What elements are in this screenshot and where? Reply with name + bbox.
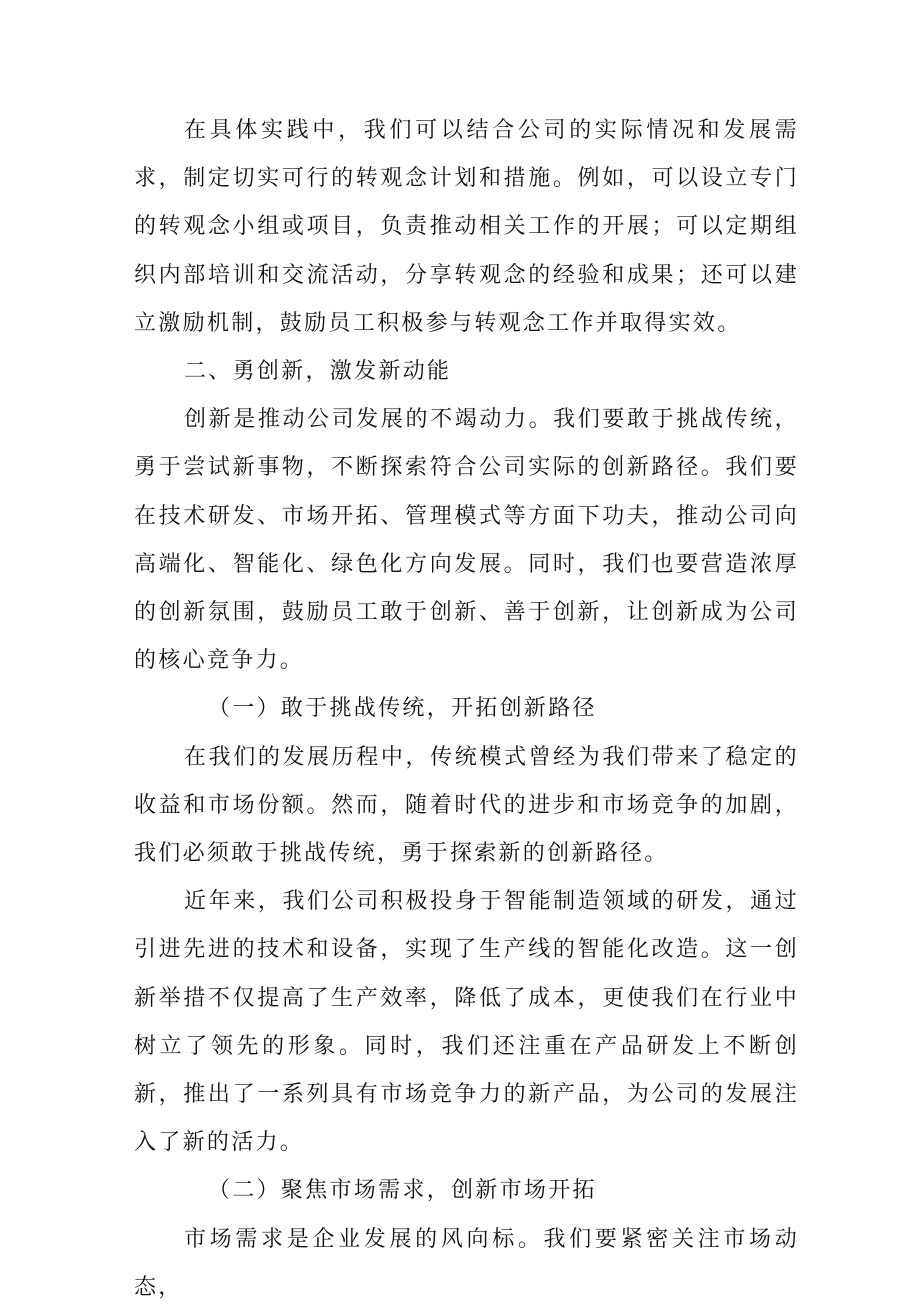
paragraph-innovation-driver: 创新是推动公司发展的不竭动力。我们要敢于挑战传统，勇于尝试新事物，不断探索符合公司实际的创新路径。我们要在技术研发、市场开拓、管理模式等方面下功夫，推动公司向高端化、智能化、绿色化方向发展。同时，我们也要营造浓厚的创新氛围，鼓励员工敢于创新、善于创新，让创新成为公司的核心竞争力。 (134, 407, 799, 674)
paragraph-practice: 在具体实践中，我们可以结合公司的实际情况和发展需求，制定切实可行的转观念计划和措施。例如，可以设立专门的转观念小组或项目，负责推动相关工作的开展；可以定期组织内部培训和交流活动，分享转观念的经验和成果；还可以建立激励机制，鼓励员工积极参与转观念工作并取得实效。 (134, 118, 799, 336)
paragraph-smart-manufacturing: 近年来，我们公司积极投身于智能制造领域的研发，通过引进先进的技术和设备，实现了生产线的智能化改造。这一创新举措不仅提高了生产效率，降低了成本，更使我们在行业中树立了领先的形象。同时，我们还注重在产品研发上不断创新，推出了一系列具有市场竞争力的新产品，为公司的发展注入了新的活力。 (134, 889, 799, 1156)
subheading-challenge-tradition: （一）敢于挑战传统，开拓创新路径 (208, 696, 597, 722)
document-body (134, 107, 799, 1312)
paragraph-history: 在我们的发展历程中，传统模式曾经为我们带来了稳定的收益和市场份额。然而，随着时代的进步和市场竞争的加剧，我们必须敢于挑战传统，勇于探索新的创新路径。 (134, 744, 799, 867)
section-heading-innovation: 二、勇创新，激发新动能 (184, 359, 452, 385)
subheading-market-demand: （二）聚焦市场需求，创新市场开拓 (208, 1178, 597, 1204)
paragraph-market-demand: 市场需求是企业发展的风向标。我们要紧密关注市场动态， (134, 1226, 799, 1300)
